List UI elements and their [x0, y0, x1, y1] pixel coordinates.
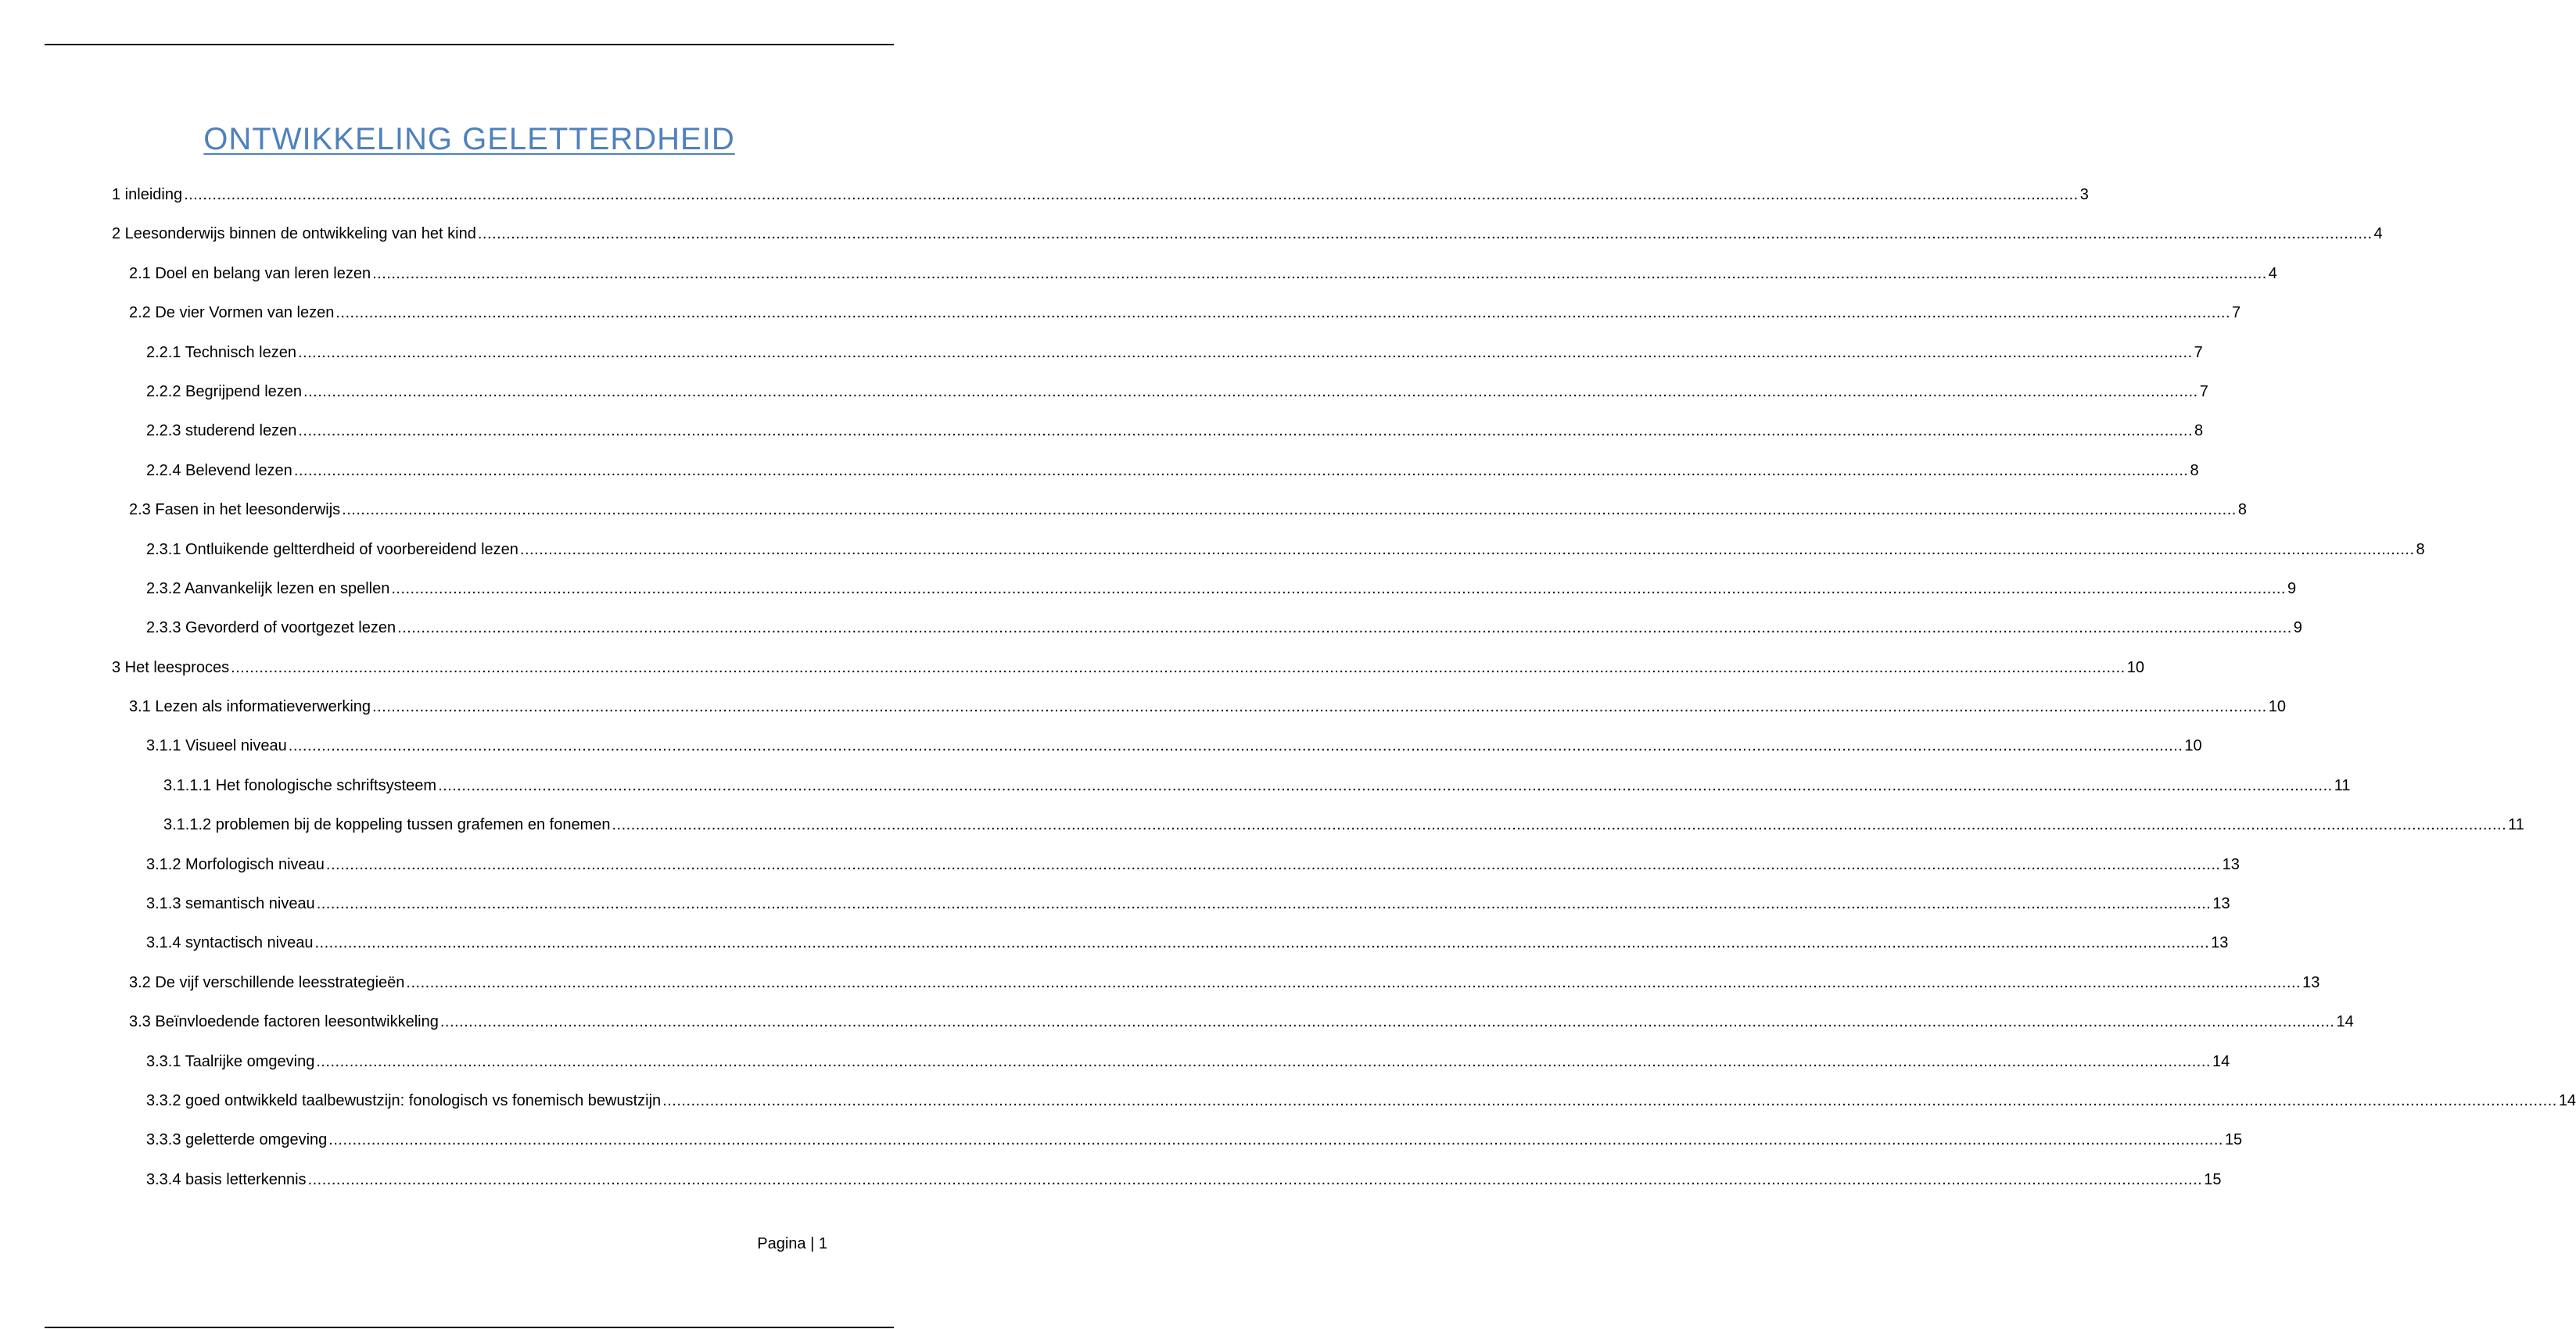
toc-entry-label: 3.2 De vijf verschillende leesstrategieën: [129, 973, 405, 991]
table-of-contents: [112, 184, 2576, 1209]
toc-entry[interactable]: [112, 697, 2286, 736]
toc-entry[interactable]: [112, 1012, 2354, 1051]
toc-dot-leader: ................................................................................................................................................................................................................................................................................................................................................................................................................: [288, 737, 2183, 755]
toc-dot-leader: ................................................................................................................................................................................................................................................................................................................................................................................................................: [477, 225, 2373, 243]
toc-entry[interactable]: [112, 776, 2351, 815]
toc-entry-label: 2.2 De vier Vormen van lezen: [129, 304, 335, 322]
toc-dot-leader: ................................................................................................................................................................................................................................................................................................................................................................................................................: [328, 1131, 2223, 1149]
toc-entry-label: 2.3 Fasen in het leesonderwijs: [129, 501, 341, 519]
toc-entry-page-number: 7: [2199, 382, 2208, 400]
toc-entry[interactable]: [112, 460, 2199, 500]
toc-entry-page-number: 9: [2287, 579, 2297, 597]
toc-entry-label: 3.3.1 Taalrijke omgeving: [146, 1052, 315, 1070]
toc-entry[interactable]: [112, 815, 2524, 854]
toc-entry-page-number: 4: [2268, 264, 2277, 282]
toc-entry-label: 3.1.1.2 problemen bij de koppeling tussen grafemen en fonemen: [163, 816, 611, 834]
toc-entry-label: 2.3.3 Gevorderd of voortgezet lezen: [146, 619, 396, 637]
toc-entry-page-number: 8: [2416, 540, 2425, 558]
toc-entry[interactable]: [112, 263, 2277, 303]
toc-entry-label: 3.3.4 basis letterkennis: [146, 1170, 307, 1188]
toc-dot-leader: ................................................................................................................................................................................................................................................................................................................................................................................................................: [438, 776, 2333, 794]
toc-entry-label: 2.2.2 Begrijpend lezen: [146, 382, 303, 400]
toc-entry-page-number: 10: [2126, 658, 2144, 676]
toc-entry-page-number: 14: [2336, 1013, 2354, 1031]
toc-entry-page-number: 15: [2204, 1170, 2222, 1188]
toc-dot-leader: ................................................................................................................................................................................................................................................................................................................................................................................................................: [316, 895, 2212, 913]
toc-entry[interactable]: [112, 1170, 2222, 1209]
header-rule: [45, 44, 894, 45]
toc-entry-label: 2.3.2 Aanvankelijk lezen en spellen: [146, 579, 390, 597]
toc-dot-leader: ................................................................................................................................................................................................................................................................................................................................................................................................................: [391, 579, 2286, 597]
toc-entry-page-number: 10: [2184, 737, 2202, 755]
toc-dot-leader: ................................................................................................................................................................................................................................................................................................................................................................................................................: [231, 658, 2126, 676]
toc-entry-page-number: 3: [2079, 186, 2089, 203]
toc-entry-label: 3.1.1 Visueel niveau: [146, 737, 287, 755]
toc-dot-leader: ................................................................................................................................................................................................................................................................................................................................................................................................................: [662, 1091, 2557, 1109]
toc-entry-page-number: 14: [2558, 1091, 2576, 1109]
toc-entry-label: 2.2.4 Belevend lezen: [146, 461, 292, 479]
toc-dot-leader: ................................................................................................................................................................................................................................................................................................................................................................................................................: [342, 501, 2237, 519]
toc-entry-page-number: 10: [2268, 698, 2286, 716]
toc-entry-page-number: 4: [2373, 225, 2383, 243]
toc-dot-leader: ................................................................................................................................................................................................................................................................................................................................................................................................................: [316, 1052, 2211, 1070]
toc-entry-page-number: 14: [2212, 1052, 2230, 1070]
toc-entry-page-number: 8: [2194, 422, 2204, 440]
toc-entry[interactable]: [112, 933, 2229, 972]
toc-dot-leader: ................................................................................................................................................................................................................................................................................................................................................................................................................: [397, 619, 2292, 637]
toc-entry[interactable]: [112, 421, 2204, 460]
toc-entry-label: 3.3.2 goed ontwikkeld taalbewustzijn: fonologisch vs fonemisch bewustzijn: [146, 1091, 662, 1109]
toc-dot-leader: ................................................................................................................................................................................................................................................................................................................................................................................................................: [184, 186, 2079, 203]
toc-entry-label: 3.1.4 syntactisch niveau: [146, 934, 314, 952]
toc-entry-label: 3.1 Lezen als informatieverwerking: [129, 698, 371, 716]
toc-dot-leader: ................................................................................................................................................................................................................................................................................................................................................................................................................: [519, 540, 2415, 558]
toc-entry[interactable]: [112, 500, 2247, 539]
toc-entry-page-number: 7: [2194, 343, 2203, 361]
toc-entry-label: 2.2.1 Technisch lezen: [146, 343, 296, 361]
document-title: ONTWIKKELING GELETTERDHEID: [203, 122, 735, 156]
toc-entry-page-number: 8: [2237, 501, 2247, 519]
toc-entry-label: 3.1.3 semantisch niveau: [146, 895, 315, 913]
toc-dot-leader: ................................................................................................................................................................................................................................................................................................................................................................................................................: [439, 1013, 2335, 1031]
toc-entry[interactable]: [112, 342, 2203, 382]
toc-entry-page-number: 13: [2212, 895, 2230, 913]
toc-entry-label: 3.1.1.1 Het fonologische schriftsysteem: [163, 776, 437, 794]
toc-entry-label: 2.3.1 Ontluikende geltterdheid of voorbereidend lezen: [146, 540, 518, 558]
toc-dot-leader: ................................................................................................................................................................................................................................................................................................................................................................................................................: [297, 343, 2193, 361]
toc-entry-label: 3.3 Beïnvloedende factoren leesontwikkeling: [129, 1013, 439, 1031]
toc-entry[interactable]: [112, 579, 2297, 618]
toc-entry-page-number: 8: [2190, 461, 2199, 479]
toc-entry[interactable]: [112, 382, 2208, 421]
toc-entry-page-number: 7: [2232, 304, 2241, 322]
toc-entry-page-number: 11: [2508, 816, 2524, 834]
toc-entry-label: 3 Het leesproces: [112, 658, 230, 676]
toc-dot-leader: ................................................................................................................................................................................................................................................................................................................................................................................................................: [612, 816, 2507, 834]
toc-entry[interactable]: [112, 303, 2241, 342]
toc-dot-leader: ................................................................................................................................................................................................................................................................................................................................................................................................................: [303, 382, 2198, 400]
toc-entry-label: 1 inleiding: [112, 186, 183, 203]
toc-entry-label: 2.1 Doel en belang van leren lezen: [129, 264, 371, 282]
toc-entry[interactable]: [112, 1051, 2230, 1091]
toc-entry[interactable]: [112, 854, 2240, 894]
toc-entry[interactable]: [112, 224, 2383, 263]
toc-entry-label: 3.1.2 Morfologisch niveau: [146, 855, 325, 873]
toc-dot-leader: ................................................................................................................................................................................................................................................................................................................................................................................................................: [298, 422, 2194, 440]
toc-entry-label: 2 Leesonderwijs binnen de ontwikkeling van het kind: [112, 225, 476, 243]
toc-entry-label: 3.3.3 geletterde omgeving: [146, 1131, 328, 1149]
toc-dot-leader: ................................................................................................................................................................................................................................................................................................................................................................................................................: [335, 304, 2231, 322]
toc-dot-leader: ................................................................................................................................................................................................................................................................................................................................................................................................................: [372, 698, 2267, 716]
toc-entry[interactable]: [112, 184, 2089, 224]
toc-entry[interactable]: [112, 1130, 2243, 1169]
toc-entry-page-number: 13: [2222, 855, 2240, 873]
toc-dot-leader: ................................................................................................................................................................................................................................................................................................................................................................................................................: [325, 855, 2221, 873]
toc-dot-leader: ................................................................................................................................................................................................................................................................................................................................................................................................................: [406, 973, 2302, 991]
toc-entry[interactable]: [112, 539, 2425, 579]
toc-entry[interactable]: [112, 736, 2202, 775]
toc-entry-page-number: 15: [2224, 1131, 2243, 1149]
footer-rule: [45, 1327, 894, 1328]
toc-entry-page-number: 13: [2302, 973, 2320, 991]
toc-entry[interactable]: [112, 1091, 2576, 1130]
toc-dot-leader: ................................................................................................................................................................................................................................................................................................................................................................................................................: [314, 934, 2210, 952]
toc-entry[interactable]: [112, 618, 2302, 657]
toc-entry-page-number: 13: [2211, 934, 2229, 952]
toc-entry[interactable]: [112, 973, 2320, 1012]
toc-entry-page-number: 9: [2293, 619, 2302, 637]
toc-entry[interactable]: [112, 657, 2144, 697]
toc-entry-page-number: 11: [2334, 776, 2351, 794]
toc-dot-leader: ................................................................................................................................................................................................................................................................................................................................................................................................................: [372, 264, 2267, 282]
toc-dot-leader: ................................................................................................................................................................................................................................................................................................................................................................................................................: [307, 1170, 2203, 1188]
toc-dot-leader: ................................................................................................................................................................................................................................................................................................................................................................................................................: [293, 461, 2189, 479]
toc-entry[interactable]: [112, 894, 2230, 933]
page-footer: Pagina | 1: [757, 1235, 827, 1252]
toc-entry-label: 2.2.3 studerend lezen: [146, 422, 297, 440]
